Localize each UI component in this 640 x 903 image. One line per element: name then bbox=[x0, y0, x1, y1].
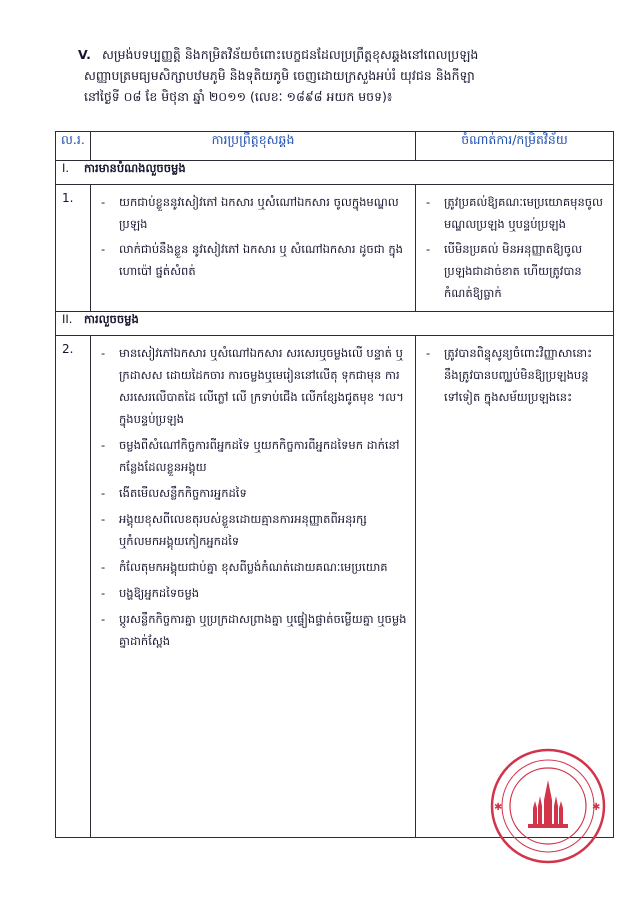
section-roman: I. bbox=[62, 161, 70, 175]
header-action: ចំណាត់ការ/កម្រិតវិន័យ bbox=[416, 132, 614, 161]
misconduct-list bbox=[91, 336, 415, 660]
table-header-row bbox=[56, 132, 614, 161]
heading-line-1: សម្រង់បទប្បញ្ញត្តិ និងកម្រិតវិន័យចំពោះបេក្ខជនដែលប្រព្រឹត្តខុសឆ្គងនៅពេលប្រឡង bbox=[102, 47, 479, 62]
section-title-cell bbox=[56, 161, 614, 185]
list-item: - យកជាប់ខ្លួននូវសៀវភៅ ឯកសារ ឬសំណៅឯកសារ ចូលក្នុងមណ្ឌលប្រឡង bbox=[97, 191, 407, 235]
misconduct-list bbox=[91, 185, 415, 289]
row-number: 1. bbox=[56, 185, 91, 312]
section-title: ការលួចចម្លង bbox=[84, 312, 139, 326]
header-number: ល.រ. bbox=[56, 132, 91, 161]
section-roman: II. bbox=[62, 312, 73, 326]
misconduct-cell bbox=[91, 336, 416, 838]
svg-text:✱: ✱ bbox=[494, 802, 503, 813]
heading-line-3: នៅថ្ងៃទី ០៨ ខែ មិថុនា ឆ្នាំ ២០១១ (លេខៈ ១៨៩៨ អយក មចទ)៖ bbox=[84, 89, 393, 104]
section-title-cell bbox=[56, 312, 614, 336]
list-item: - ងើតមើលសន្លឹកកិច្ចការអ្នកដទៃ bbox=[97, 482, 407, 504]
list-item: - បង្ហឱ្យអ្នកដទៃចម្លង bbox=[97, 582, 407, 604]
misconduct-cell bbox=[91, 185, 416, 312]
list-item: - លាក់ជាប់នឹងខ្លួន នូវសៀវភៅ ឯកសារ ឬ សំណៅឯកសារ ដូចជា ក្នុងហោប៉ៅ ផ្នត់សំពត់ bbox=[97, 238, 407, 282]
list-item: - ត្រូវបានពិន្ទុសូន្យចំពោះវិញ្ញាសានោះ នឹងត្រូវបានបញ្ឈប់មិនឱ្យប្រឡងបន្តទៅទៀត ក្នុងសម័យប្រឡងនេះ bbox=[422, 342, 605, 408]
section-title: ការមានបំណងលួចចម្លង bbox=[84, 161, 186, 175]
action-cell bbox=[416, 185, 614, 312]
svg-text:✱: ✱ bbox=[592, 802, 601, 813]
list-item: - ចម្លងពីសំណៅកិច្ចការពីអ្នកដទៃ ឬយកកិច្ចការពីអ្នកដទៃមក ដាក់នៅកន្លែងដែលខ្លួនអង្គុយ bbox=[97, 434, 407, 478]
header-misconduct: ការប្រព្រឹត្តខុសឆ្គង bbox=[91, 132, 416, 161]
section-row-2 bbox=[56, 312, 614, 336]
list-item: - អង្គុយខុសពីលេខតុរបស់ខ្លួនដោយគ្មានការអនុញ្ញាតពីអនុរក្ស ឬកំលមកអង្គុយកៀកអ្នកដទៃ bbox=[97, 508, 407, 552]
discipline-table bbox=[55, 131, 614, 838]
official-seal-stamp bbox=[488, 746, 608, 866]
list-item: - បើមិនប្រគល់ មិនអនុញ្ញាតឱ្យចូលប្រឡងជាដាច់ខាត ហើយត្រូវបានកំណត់ឱ្យធ្លាក់ bbox=[422, 238, 605, 304]
list-item: - ត្រូវប្រគល់ឱ្យគណៈមេប្រយោគមុនចូលមណ្ឌលប្រឡង ឬបន្ទប់ប្រឡង bbox=[422, 191, 605, 235]
list-item: - មានសៀវភៅឯកសារ ឬសំណៅឯកសារ សរសេរឬចម្លងលើ បន្ទាត់ ឬក្រដាសស ដោយដៃកចារ ការចម្លងឬមេរៀននៅលើតុ ទុកជាមុន ការសរសេរលើបាតដៃ លើភ្លៅ លើ ក្រទាប់ជើង លើកខ្សែងជូតមុខ ។ល។ ក្នុងបន្ទប់ប្រឡង bbox=[97, 342, 407, 430]
section-row-1 bbox=[56, 161, 614, 185]
angkor-temple-icon bbox=[528, 780, 568, 828]
heading-line-2: សញ្ញាបត្រមធ្យមសិក្សាបឋមភូមិ និងទុតិយភូមិ ចេញដោយក្រសួងអប់រំ យុវជន និងកីឡា bbox=[84, 68, 475, 83]
heading-roman-numeral: V. bbox=[78, 47, 91, 62]
list-item: - កំលែតុមកអង្គុយជាប់គ្នា ខុសពីប្លង់កំណត់ដោយគណៈមេប្រយោគ bbox=[97, 556, 407, 578]
table-row-1 bbox=[56, 185, 614, 312]
action-list bbox=[416, 336, 613, 416]
row-number: 2. bbox=[56, 336, 91, 838]
list-item: - ប្តូរសន្លឹកកិច្ចការគ្នា ឬប្រក្រដាសព្រាងគ្នា ឬផ្ទៀងផ្ទាត់ចម្លើយគ្នា ឬចម្លងគ្នាដាក់ស្ពែង bbox=[97, 608, 407, 652]
action-list bbox=[416, 185, 613, 311]
